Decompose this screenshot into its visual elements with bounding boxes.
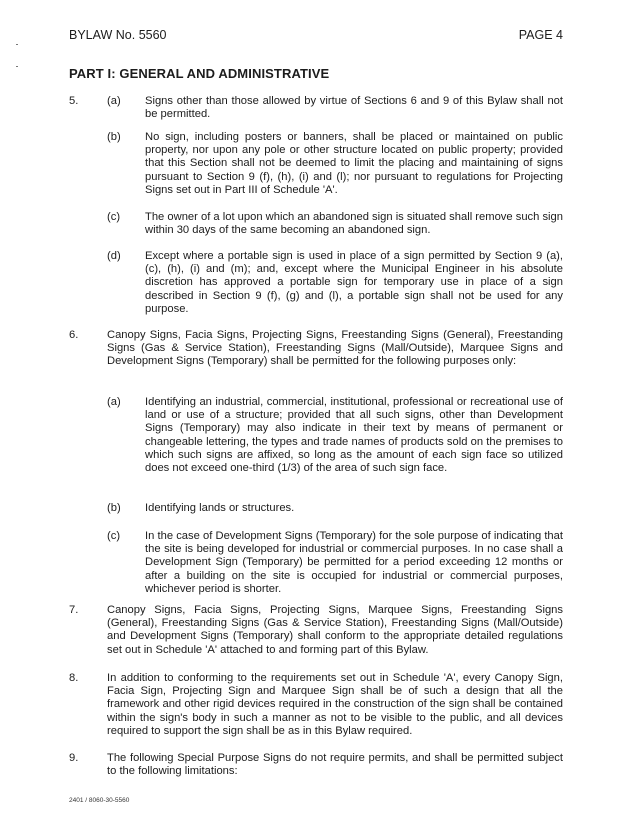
clause-label: (c) xyxy=(107,530,121,542)
clause-label: (b) xyxy=(107,502,121,514)
part-title: PART I: GENERAL AND ADMINISTRATIVE xyxy=(69,66,330,81)
section-text: Canopy Signs, Facia Signs, Projecting Signs, Marquee Signs, Freestanding Signs (General), Freestanding Signs (Gas & Service Station), Freestanding Signs (Mall/Outside) and Development Signs (Temporary) shall conform to the appropriate detailed regulations set out in Schedule 'A' attached to and forming part of this Bylaw. xyxy=(107,604,563,656)
clause-text: No sign, including posters or banners, shall be placed or maintained on public property, nor upon any pole or other structure located on public property; provided that this Section shall not be deemed to limit the placing and maintaining of signs pursuant to Section 9 (f), (h), (i) and (l); nor pursuant to regulations for Projecting Signs set out in Part III of Schedule 'A'. xyxy=(145,131,563,196)
clause-label: (c) xyxy=(107,211,121,223)
clause-text: Except where a portable sign is used in place of a sign permitted by Section 9 (a), (c), (h), (i) and (m); and, except where the Municipal Engineer in his absolute discretion has approved a portable sign for temporary use in place of a sign described in Section 9 (f), (g) and (l), a portable sign shall not be used for any purpose. xyxy=(145,250,563,315)
clause-text: Identifying an industrial, commercial, institutional, professional or recreational use of land or use of a structure; provided that all such signs, other than Development Signs (Temporary) may also indicate in their text by means of permanent or changeable lettering, the types and trade names of products sold on the premises to which such signs are affixed, so long as the amount of each sign face so utilized does not exceed one-third (1/3) of the area of such sign face. xyxy=(145,396,563,475)
section-intro: Canopy Signs, Facia Signs, Projecting Signs, Freestanding Signs (General), Freestanding Signs (Gas & Service Station), Freestanding Signs (Mall/Outside), Marquee Signs and Development Signs (Temporary) shall be permitted for the following purposes only: xyxy=(107,329,563,368)
section-number: 5. xyxy=(69,95,79,107)
section-number: 8. xyxy=(69,672,79,684)
document-reference: 2401 / 8060-30-5560 xyxy=(69,797,130,804)
clause-label: (a) xyxy=(107,95,121,107)
page-number: PAGE 4 xyxy=(518,28,563,42)
clause-label: (b) xyxy=(107,131,121,143)
clause-label: (a) xyxy=(107,396,121,408)
clause-text: Identifying lands or structures. xyxy=(145,502,295,514)
scan-speck xyxy=(16,66,18,67)
bylaw-title: BYLAW No. 5560 xyxy=(69,28,167,42)
section-number: 7. xyxy=(69,604,79,616)
section-number: 9. xyxy=(69,752,79,764)
section-text: In addition to conforming to the requirements set out in Schedule 'A', every Canopy Sign, Facia Sign, Projecting Sign and Marquee Sign shall be of such a design that all the framework and other rigid devices required in the construction of the sign shall be contained within the sign's body in such a manner as not to be visible to the public, and all devices required to support the sign shall be as in this Bylaw required. xyxy=(107,672,563,737)
clause-text: In the case of Development Signs (Temporary) for the sole purpose of indicating that the site is being developed for industrial or commercial purposes. In no case shall a Development Sign (Temporary) be permitted for a period exceeding 12 months or after a building on the site is occupied for industrial or commercial purposes, whichever period is shorter. xyxy=(145,530,563,595)
clause-text: Signs other than those allowed by virtue of Sections 6 and 9 of this Bylaw shall not be permitted. xyxy=(145,95,563,121)
clause-text: The owner of a lot upon which an abandoned sign is situated shall remove such sign within 30 days of the same becoming an abandoned sign. xyxy=(145,211,563,237)
clause-label: (d) xyxy=(107,250,121,262)
section-number: 6. xyxy=(69,329,79,341)
scan-speck xyxy=(16,44,18,45)
section-text: The following Special Purpose Signs do not require permits, and shall be permitted subject to the following limitations: xyxy=(107,752,563,778)
